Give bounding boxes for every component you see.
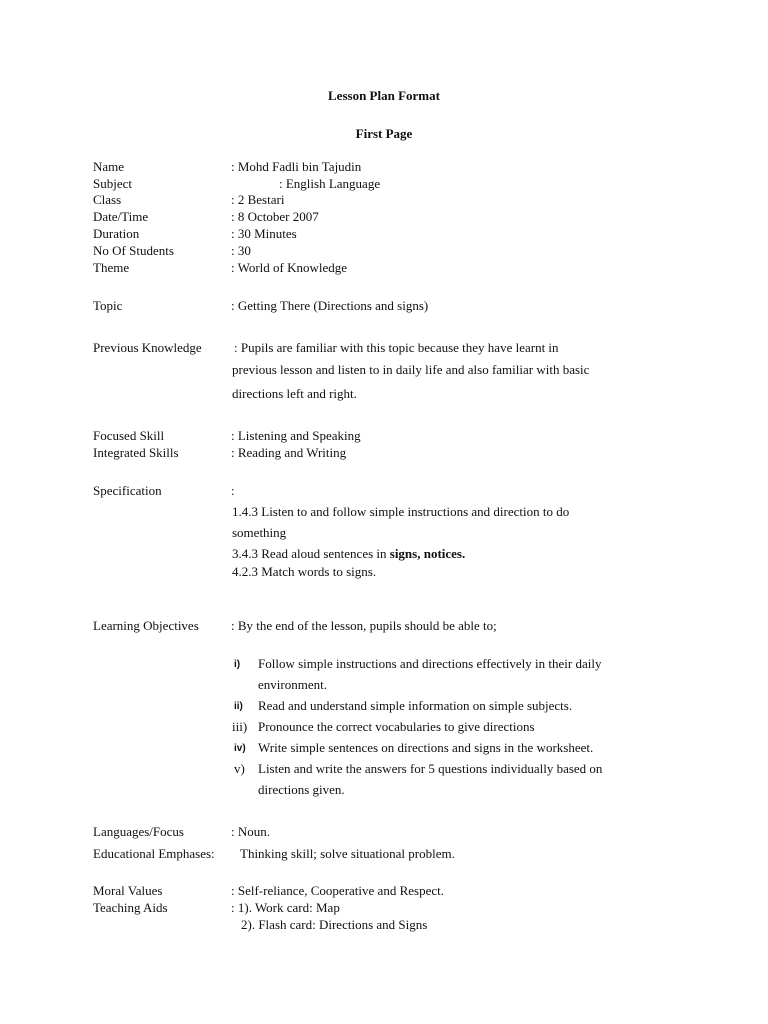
topic-value: : Getting There (Directions and signs) [231,298,429,313]
teaching-aids-line: : 1). Work card: Map [231,900,340,915]
specification-line: 1.4.3 Listen to and follow simple instructions and direction to do [232,504,570,519]
specification-line: something [232,525,287,540]
subject-value: : English Language [279,176,381,191]
theme-label: Theme [93,260,130,275]
languages-focus-value: : Noun. [231,824,270,839]
duration-value: : 30 Minutes [231,226,297,241]
specification-label: Specification [93,483,162,498]
objective-line: Pronounce the correct vocabularies to give directions [258,719,535,734]
page-subtitle: First Page [355,126,413,141]
languages-focus-label: Languages/Focus [93,824,184,839]
datetime-value: : 8 October 2007 [231,209,319,224]
document-title: Lesson Plan Format [328,88,440,103]
objective-line: Write simple sentences on directions and signs in the worksheet. [258,740,594,755]
objective-line: directions given. [258,782,345,797]
integrated-skills-label: Integrated Skills [93,445,179,460]
subject-label: Subject [93,176,132,191]
educational-emphases-label: Educational Emphases: [93,846,215,861]
name-value: : Mohd Fadli bin Tajudin [231,159,362,174]
integrated-skills-value: : Reading and Writing [231,445,347,460]
previous-knowledge-line: previous lesson and listen to in daily life and also familiar with basic [232,362,590,377]
focused-skill-label: Focused Skill [93,428,165,443]
learning-objectives-intro: : By the end of the lesson, pupils should be able to; [231,618,497,633]
class-value: : 2 Bestari [231,192,285,207]
moral-values-label: Moral Values [93,883,163,898]
objective-line: Read and understand simple information on simple subjects. [258,698,573,713]
students-label: No Of Students [93,243,174,258]
specification-colon: : [231,483,235,498]
learning-objectives-label: Learning Objectives [93,618,199,633]
objective-marker: i) [234,659,241,670]
objective-marker: ii) [234,701,243,712]
specification-bold-text: signs, notices. [389,546,466,561]
theme-value: : World of Knowledge [231,260,348,275]
students-value: : 30 [231,243,251,258]
moral-values-value: : Self-reliance, Cooperative and Respect. [231,883,444,898]
objective-line: Follow simple instructions and directions effectively in their daily [258,656,602,671]
previous-knowledge-line: : Pupils are familiar with this topic because they have learnt in [234,340,559,355]
objective-line: Listen and write the answers for 5 questions individually based on [258,761,603,776]
specification-line: 4.2.3 Match words to signs. [232,564,377,579]
datetime-label: Date/Time [93,209,149,224]
duration-label: Duration [93,226,140,241]
topic-label: Topic [93,298,123,313]
name-label: Name [93,159,125,174]
teaching-aids-label: Teaching Aids [93,900,168,915]
objective-marker: v) [234,761,245,776]
specification-line [232,546,465,562]
objective-marker: iv) [234,743,246,754]
objective-marker: iii) [232,719,248,734]
focused-skill-value: : Listening and Speaking [231,428,361,443]
specification-line-text: 3.4.3 Read aloud sentences in [232,546,390,561]
previous-knowledge-line: directions left and right. [232,386,357,401]
educational-emphases-value: Thinking skill; solve situational problem. [240,846,455,861]
objective-line: environment. [258,677,327,692]
previous-knowledge-label: Previous Knowledge [93,340,202,355]
class-label: Class [93,192,122,207]
teaching-aids-line: 2). Flash card: Directions and Signs [241,917,428,932]
